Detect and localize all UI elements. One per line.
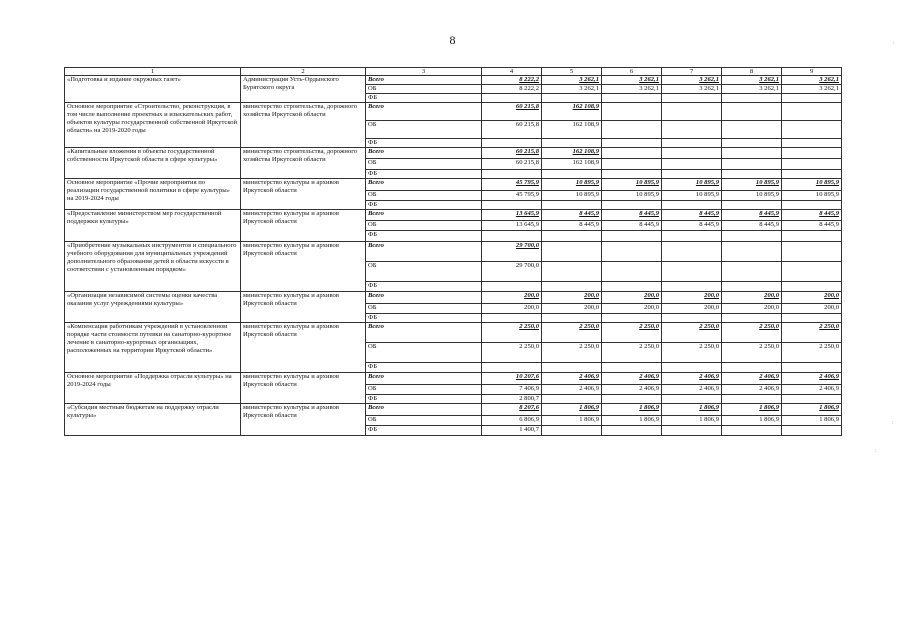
amount-cell: [662, 103, 722, 121]
amount-cell: 2 250,0: [482, 323, 542, 343]
amount-cell: 1 400,7: [482, 426, 542, 436]
amount-cell: [782, 103, 842, 121]
table-body: [65, 76, 842, 436]
amount-cell: [602, 231, 662, 242]
amount-cell: [482, 201, 542, 210]
column-header: 5: [542, 68, 602, 76]
amount-cell: [722, 395, 782, 404]
amount-cell: [602, 94, 662, 103]
amount-cell: 8 207,6: [482, 404, 542, 416]
amount-cell: [602, 139, 662, 148]
amount-cell: [662, 282, 722, 292]
amount-cell: 3 262,1: [782, 85, 842, 94]
amount-cell: [782, 231, 842, 242]
amount-cell: 2 250,0: [722, 343, 782, 363]
amount-cell: 29 700,0: [482, 242, 542, 262]
amount-cell: 8 222,2: [482, 85, 542, 94]
funding-source-ob: ОБ: [366, 159, 482, 170]
column-header: 6: [602, 68, 662, 76]
amount-cell: 60 215,8: [482, 159, 542, 170]
column-header: 3: [366, 68, 482, 76]
activity-description: Основное мероприятие «Поддержка отрасли культуры» на 2019-2024 годы: [65, 373, 241, 404]
column-header: 7: [662, 68, 722, 76]
amount-cell: 2 800,7: [482, 395, 542, 404]
amount-cell: 1 806,9: [722, 416, 782, 426]
amount-cell: 13 645,9: [482, 221, 542, 231]
table-row: [65, 210, 842, 221]
amount-cell: [542, 363, 602, 373]
amount-cell: 2 250,0: [542, 323, 602, 343]
edge-mark: :: [875, 448, 877, 454]
amount-cell: [542, 231, 602, 242]
amount-cell: 3 262,1: [662, 85, 722, 94]
funding-source-ob: ОБ: [366, 416, 482, 426]
funding-source-ob: ОБ: [366, 304, 482, 314]
funding-source-ob: ОБ: [366, 343, 482, 363]
amount-cell: 200,0: [662, 292, 722, 304]
responsible-executor: министерство культуры и архивов Иркутской области: [241, 404, 366, 436]
amount-cell: [722, 242, 782, 262]
amount-cell: [662, 395, 722, 404]
amount-cell: [782, 121, 842, 139]
amount-cell: [662, 159, 722, 170]
amount-cell: 200,0: [542, 304, 602, 314]
amount-cell: [602, 314, 662, 323]
activity-description: Основное мероприятие «Прочие мероприятия по реализации государственной политики в сфере культуры» на 2019-2024 годы: [65, 179, 241, 210]
funding-source-ob: ОБ: [366, 191, 482, 201]
funding-source-total: Всего: [366, 103, 482, 121]
column-header: 2: [241, 68, 366, 76]
amount-cell: [602, 159, 662, 170]
amount-cell: [662, 242, 722, 262]
amount-cell: [602, 262, 662, 282]
amount-cell: 1 806,9: [662, 416, 722, 426]
amount-cell: 3 262,1: [662, 76, 722, 85]
amount-cell: 45 795,9: [482, 191, 542, 201]
amount-cell: [662, 201, 722, 210]
funding-source-fb: ФБ: [366, 314, 482, 323]
amount-cell: [482, 139, 542, 148]
amount-cell: [782, 242, 842, 262]
amount-cell: 10 895,9: [782, 179, 842, 191]
funding-source-ob: ОБ: [366, 221, 482, 231]
funding-source-fb: ФБ: [366, 363, 482, 373]
amount-cell: [602, 282, 662, 292]
amount-cell: 200,0: [602, 304, 662, 314]
amount-cell: 8 222,2: [482, 76, 542, 85]
amount-cell: 2 250,0: [782, 323, 842, 343]
amount-cell: 8 445,9: [782, 210, 842, 221]
amount-cell: 2 406,9: [722, 373, 782, 385]
amount-cell: [482, 363, 542, 373]
amount-cell: [542, 314, 602, 323]
amount-cell: 10 895,9: [662, 179, 722, 191]
amount-cell: [542, 242, 602, 262]
funding-source-total: Всего: [366, 292, 482, 304]
amount-cell: 8 445,9: [662, 210, 722, 221]
table-row: [65, 323, 842, 343]
amount-cell: [662, 121, 722, 139]
amount-cell: 200,0: [782, 304, 842, 314]
funding-source-ob: ОБ: [366, 85, 482, 94]
responsible-executor: министерство культуры и архивов Иркутской области: [241, 210, 366, 242]
amount-cell: [662, 231, 722, 242]
amount-cell: [662, 94, 722, 103]
amount-cell: 10 895,9: [542, 191, 602, 201]
funding-source-total: Всего: [366, 242, 482, 262]
amount-cell: 1 806,9: [602, 416, 662, 426]
amount-cell: [602, 121, 662, 139]
funding-source-ob: ОБ: [366, 385, 482, 395]
amount-cell: 2 250,0: [542, 343, 602, 363]
amount-cell: 45 795,9: [482, 179, 542, 191]
amount-cell: 2 250,0: [782, 343, 842, 363]
funding-source-ob: ОБ: [366, 262, 482, 282]
amount-cell: 6 806,9: [482, 416, 542, 426]
responsible-executor: министерство культуры и архивов Иркутской области: [241, 179, 366, 210]
budget-table: [64, 67, 842, 436]
activity-description: «Компенсация работникам учреждений в установленном порядке части стоимости путевки на санаторно-курортное лечение в санаторно-курортных организациях, расположенных на территории Иркутской области»: [65, 323, 241, 373]
amount-cell: [722, 159, 782, 170]
amount-cell: [482, 170, 542, 179]
amount-cell: [782, 139, 842, 148]
responsible-executor: министерство строительства, дорожного хозяйства Иркутской области: [241, 103, 366, 148]
amount-cell: 60 215,8: [482, 121, 542, 139]
amount-cell: 60 215,8: [482, 103, 542, 121]
amount-cell: 3 262,1: [602, 76, 662, 85]
amount-cell: [722, 262, 782, 282]
funding-source-fb: ФБ: [366, 426, 482, 436]
amount-cell: 2 250,0: [722, 323, 782, 343]
funding-source-ob: ОБ: [366, 121, 482, 139]
amount-cell: [722, 139, 782, 148]
amount-cell: 162 108,9: [542, 103, 602, 121]
amount-cell: 1 806,9: [782, 416, 842, 426]
amount-cell: [722, 170, 782, 179]
amount-cell: [722, 363, 782, 373]
amount-cell: 1 806,9: [782, 404, 842, 416]
activity-description: Основное мероприятие «Строительство, реконструкция, в том числе выполнение проектных и изыскательских работ, объектов культуры государственной собственной Иркутской области» на 2019-2020 годы: [65, 103, 241, 148]
amount-cell: 2 406,9: [602, 385, 662, 395]
responsible-executor: Администрация Усть-Ордынского Бурятского округа: [241, 76, 366, 103]
amount-cell: 13 645,9: [482, 210, 542, 221]
amount-cell: 162 108,9: [542, 159, 602, 170]
amount-cell: [482, 314, 542, 323]
table-row: [65, 179, 842, 191]
amount-cell: 3 262,1: [542, 85, 602, 94]
amount-cell: 2 406,9: [602, 373, 662, 385]
amount-cell: 10 895,9: [782, 191, 842, 201]
amount-cell: [602, 242, 662, 262]
amount-cell: 2 406,9: [662, 385, 722, 395]
amount-cell: [782, 282, 842, 292]
funding-source-fb: ФБ: [366, 395, 482, 404]
amount-cell: [542, 395, 602, 404]
amount-cell: 2 406,9: [722, 385, 782, 395]
amount-cell: [602, 363, 662, 373]
amount-cell: 60 215,8: [482, 148, 542, 159]
amount-cell: 8 445,9: [602, 221, 662, 231]
responsible-executor: министерство культуры и архивов Иркутской области: [241, 292, 366, 323]
table-row: [65, 292, 842, 304]
amount-cell: 200,0: [662, 304, 722, 314]
amount-cell: [782, 363, 842, 373]
amount-cell: 3 262,1: [782, 76, 842, 85]
activity-description: «Подготовка и издание окружных газет»: [65, 76, 241, 103]
activity-description: «Организация независимой системы оценки качества оказания услуг учреждениями культуры»: [65, 292, 241, 323]
amount-cell: 10 895,9: [602, 191, 662, 201]
responsible-executor: министерство культуры и архивов Иркутской области: [241, 373, 366, 404]
amount-cell: [662, 262, 722, 282]
amount-cell: 1 806,9: [542, 416, 602, 426]
amount-cell: [602, 426, 662, 436]
table-row: [65, 148, 842, 159]
responsible-executor: министерство строительства, дорожного хозяйства Иркутской области: [241, 148, 366, 179]
amount-cell: [602, 148, 662, 159]
amount-cell: 162 108,9: [542, 148, 602, 159]
amount-cell: [782, 314, 842, 323]
amount-cell: 2 406,9: [662, 373, 722, 385]
funding-source-fb: ФБ: [366, 94, 482, 103]
amount-cell: 2 406,9: [782, 373, 842, 385]
funding-source-fb: ФБ: [366, 170, 482, 179]
funding-source-total: Всего: [366, 210, 482, 221]
edge-mark: :: [892, 420, 894, 426]
amount-cell: [662, 363, 722, 373]
amount-cell: 1 806,9: [722, 404, 782, 416]
amount-cell: [722, 282, 782, 292]
amount-cell: [722, 103, 782, 121]
table-row: [65, 242, 842, 262]
amount-cell: 2 250,0: [602, 343, 662, 363]
amount-cell: 1 806,9: [542, 404, 602, 416]
amount-cell: 8 445,9: [722, 210, 782, 221]
activity-description: «Приобретение музыкальных инструментов и специального учебного оборудования для муниципальных учреждений дополнительного образования детей в области искусств в соответствии с установленным порядком»: [65, 242, 241, 292]
table-row: [65, 103, 842, 121]
amount-cell: [602, 201, 662, 210]
table-row: [65, 404, 842, 416]
funding-source-total: Всего: [366, 148, 482, 159]
column-header: 8: [722, 68, 782, 76]
column-header: 9: [782, 68, 842, 76]
amount-cell: [542, 201, 602, 210]
page-number: 8: [449, 33, 456, 47]
amount-cell: 10 895,9: [662, 191, 722, 201]
amount-cell: 29 700,0: [482, 262, 542, 282]
amount-cell: [602, 170, 662, 179]
amount-cell: [722, 201, 782, 210]
amount-cell: 1 806,9: [662, 404, 722, 416]
funding-source-fb: ФБ: [366, 231, 482, 242]
amount-cell: [722, 231, 782, 242]
amount-cell: 8 445,9: [542, 210, 602, 221]
amount-cell: [482, 282, 542, 292]
amount-cell: 200,0: [482, 304, 542, 314]
amount-cell: [662, 314, 722, 323]
column-header: 4: [482, 68, 542, 76]
amount-cell: 2 250,0: [482, 343, 542, 363]
amount-cell: [722, 314, 782, 323]
amount-cell: 8 445,9: [542, 221, 602, 231]
amount-cell: 1 806,9: [602, 404, 662, 416]
amount-cell: 200,0: [782, 292, 842, 304]
amount-cell: 2 406,9: [542, 385, 602, 395]
amount-cell: [782, 148, 842, 159]
activity-description: «Капитальные вложения в объекты государственной собственности Иркутской области в сфере культуры»: [65, 148, 241, 179]
edge-mark: :: [893, 40, 895, 46]
amount-cell: 10 895,9: [722, 191, 782, 201]
amount-cell: 3 262,1: [542, 76, 602, 85]
responsible-executor: министерство культуры и архивов Иркутской области: [241, 323, 366, 373]
funding-source-fb: ФБ: [366, 201, 482, 210]
amount-cell: [722, 426, 782, 436]
amount-cell: [782, 201, 842, 210]
activity-description: «Субсидия местным бюджетам на поддержку отрасли культуры»: [65, 404, 241, 436]
amount-cell: [722, 121, 782, 139]
amount-cell: 2 250,0: [662, 343, 722, 363]
amount-cell: 8 445,9: [722, 221, 782, 231]
amount-cell: [482, 231, 542, 242]
amount-cell: [602, 395, 662, 404]
amount-cell: [782, 426, 842, 436]
amount-cell: [722, 148, 782, 159]
amount-cell: [542, 139, 602, 148]
funding-source-total: Всего: [366, 179, 482, 191]
activity-description: «Предоставление министерством мер государственной поддержки культуры»: [65, 210, 241, 242]
funding-source-fb: ФБ: [366, 139, 482, 148]
amount-cell: [662, 148, 722, 159]
amount-cell: [542, 94, 602, 103]
amount-cell: 200,0: [722, 304, 782, 314]
amount-cell: 200,0: [602, 292, 662, 304]
amount-cell: 10 895,9: [542, 179, 602, 191]
amount-cell: [542, 426, 602, 436]
amount-cell: 10 895,9: [722, 179, 782, 191]
amount-cell: [662, 139, 722, 148]
amount-cell: [602, 103, 662, 121]
amount-cell: 8 445,9: [602, 210, 662, 221]
amount-cell: 3 262,1: [722, 85, 782, 94]
responsible-executor: министерство культуры и архивов Иркутской области: [241, 242, 366, 292]
amount-cell: 200,0: [542, 292, 602, 304]
amount-cell: 2 250,0: [662, 323, 722, 343]
amount-cell: 10 895,9: [602, 179, 662, 191]
amount-cell: 200,0: [482, 292, 542, 304]
amount-cell: [782, 262, 842, 282]
funding-source-total: Всего: [366, 373, 482, 385]
amount-cell: [782, 395, 842, 404]
amount-cell: [782, 159, 842, 170]
amount-cell: 8 445,9: [662, 221, 722, 231]
funding-source-total: Всего: [366, 404, 482, 416]
amount-cell: [782, 170, 842, 179]
amount-cell: 2 406,9: [782, 385, 842, 395]
column-header: 1: [65, 68, 241, 76]
amount-cell: 8 445,9: [782, 221, 842, 231]
amount-cell: 10 207,6: [482, 373, 542, 385]
amount-cell: 7 406,9: [482, 385, 542, 395]
funding-source-total: Всего: [366, 323, 482, 343]
amount-cell: 2 406,9: [542, 373, 602, 385]
amount-cell: 3 262,1: [722, 76, 782, 85]
amount-cell: 200,0: [722, 292, 782, 304]
table-row: [65, 76, 842, 85]
amount-cell: [722, 94, 782, 103]
funding-source-total: Всего: [366, 76, 482, 85]
amount-cell: [542, 170, 602, 179]
funding-source-fb: ФБ: [366, 282, 482, 292]
column-number-row: [65, 68, 842, 76]
amount-cell: [662, 170, 722, 179]
amount-cell: [542, 262, 602, 282]
amount-cell: [482, 94, 542, 103]
table-row: [65, 373, 842, 385]
amount-cell: 2 250,0: [602, 323, 662, 343]
amount-cell: [662, 426, 722, 436]
amount-cell: 162 108,9: [542, 121, 602, 139]
amount-cell: [782, 94, 842, 103]
amount-cell: 3 262,1: [602, 85, 662, 94]
amount-cell: [542, 282, 602, 292]
